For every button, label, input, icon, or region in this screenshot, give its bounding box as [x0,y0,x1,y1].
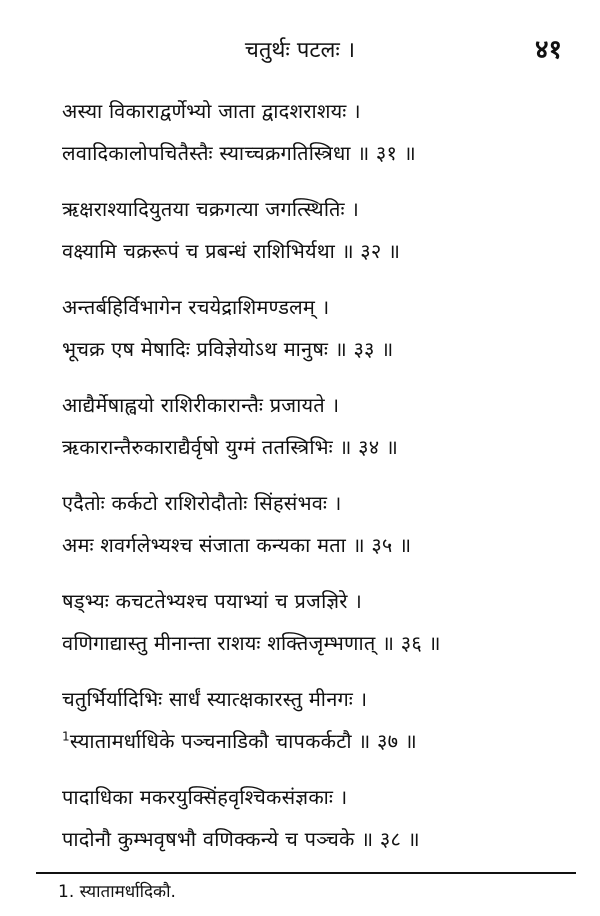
verse-31 [62,92,562,190]
verse-38 [62,778,562,876]
verse-line: अमः शवर्गलेभ्यश्च संजाता कन्यका मता ॥ ३५ ॥ [62,533,412,557]
verse-line: पादोनौ कुम्भवृषभौ वणिक्कन्ये च पञ्चके ॥ ३८ ॥ [62,827,420,851]
verse-36 [62,582,562,680]
verse-32 [62,190,562,288]
verse-line: अस्या विकाराद्वर्णेभ्यो जाता द्वादशराशयः । [62,99,361,123]
verse-list [62,92,562,876]
verse-line-text: स्यातामर्धाधिके पञ्चनाडिकौ चापकर्कटौ ॥ ३७ ॥ [69,729,417,753]
verse-line: ऋकारान्तैरुकाराद्यैर्वृषो युग्मं ततस्त्रिभिः ॥ ३४ ॥ [62,435,399,459]
footnote-marker: 1 [62,729,70,744]
verse-line: षड्भ्यः कचटतेभ्यश्च पयाभ्यां च प्रजज्ञिरे । [62,589,362,613]
verse-line: पादाधिका मकरयुक्सिंहवृश्चिकसंज्ञकाः । [62,785,348,809]
verse-line: आद्यैर्मेषाह्वयो राशिरीकारान्तैः प्रजायते । [62,393,340,417]
verse-35 [62,484,562,582]
verse-37 [62,680,562,778]
verse-34 [62,386,562,484]
footnote: 1. स्यातामर्धादिकौ. [58,882,176,902]
verse-line [62,722,562,760]
verse-line: वक्ष्यामि चक्ररूपं च प्रबन्धं राशिभिर्यथा ॥ ३२ ॥ [62,239,401,263]
page-header [0,28,600,68]
verse-line: लवादिकालोपचितैस्तैः स्याच्चक्रगतिस्त्रिधा ॥ ३१ ॥ [62,141,416,165]
verse-33 [62,288,562,386]
verse-line: चतुर्भिर्यादिभिः सार्धं स्यात्क्षकारस्तु मीनगः । [62,687,368,711]
running-head: चतुर्थः पटलः । [244,38,356,63]
verse-line: एदैतोः कर्कटो राशिरोदौतोः सिंहसंभवः । [62,491,342,515]
page-number: ४१ [534,35,562,65]
verse-line: अन्तर्बहिर्विभागेन रचयेद्राशिमण्डलम् । [62,295,330,319]
verse-line: ऋक्षराश्यादियुतया चक्रगत्या जगत्स्थितिः । [62,197,360,221]
footnote-divider [36,872,576,874]
verse-line: भूचक्र एष मेषादिः प्रविज्ञेयोऽथ मानुषः ॥ ३३ ॥ [62,337,394,361]
verse-line: वणिगाद्यास्तु मीनान्ता राशयः शक्तिजृम्भणात् ॥ ३६ ॥ [62,631,441,655]
